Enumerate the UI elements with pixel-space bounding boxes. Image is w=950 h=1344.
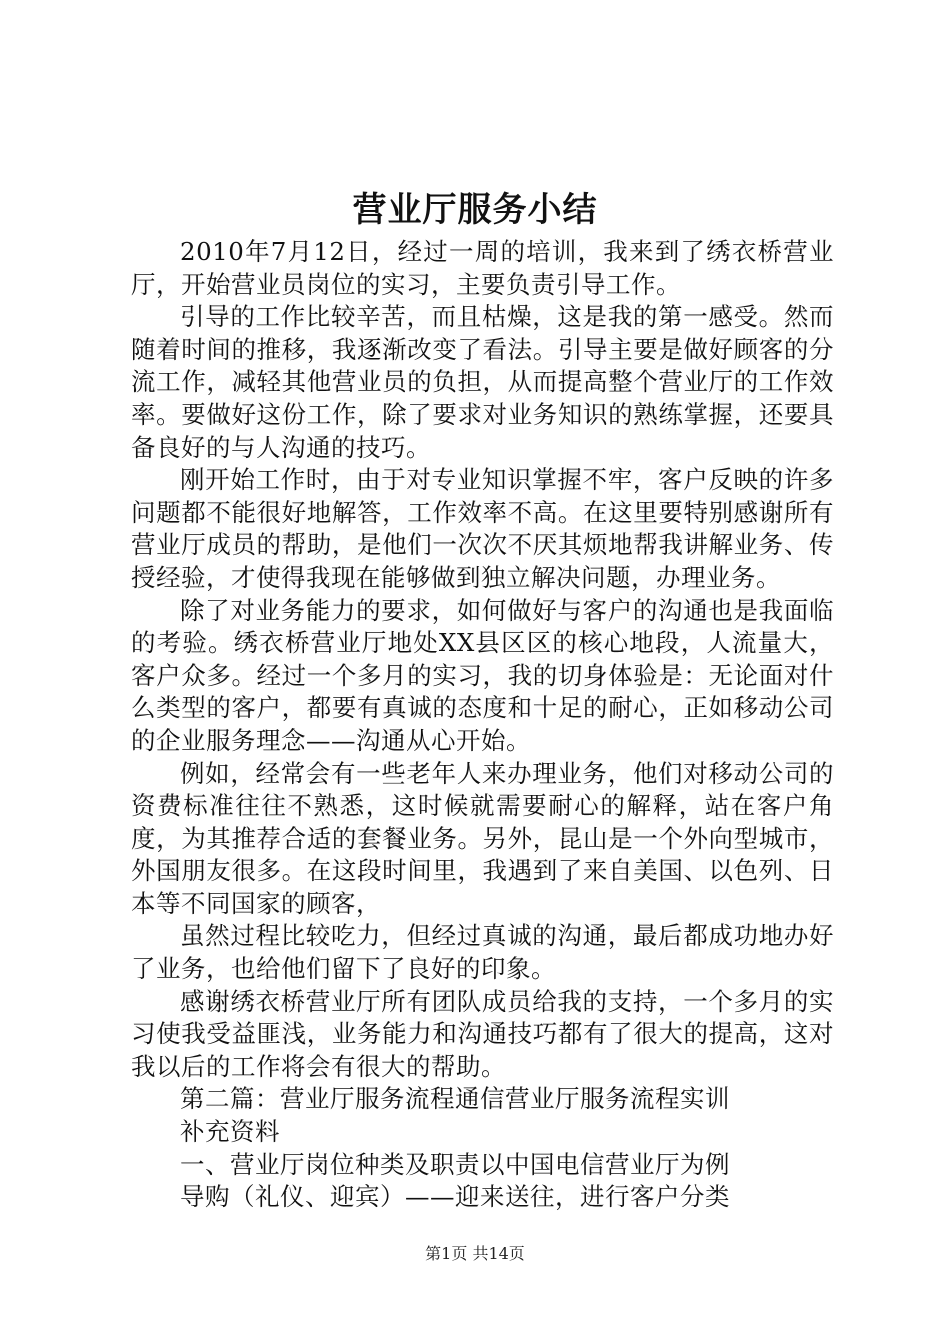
page-footer: 第1页 共14页 [425, 1244, 525, 1263]
document-title: 营业厅服务小结 [352, 190, 598, 230]
paragraph: 导购（礼仪、迎宾）——迎来送往，进行客户分类 [180, 1182, 730, 1212]
paragraph: 例如，经常会有一些老年人来办理业务，他们对移动公司的资费标准往往不熟悉，这时候就需要耐心的解释，站在客户角度，为其推荐合适的套餐业务。另外，昆山是一个外向型城市，外国朋友很多。在这段时间里，我遇到了来自美国、以色列、日本等不同国家的顾客， [131, 758, 834, 918]
paragraph: 感谢绣衣桥营业厅所有团队成员给我的支持，一个多月的实习使我受益匪浅，业务能力和沟通技巧都有了很大的提高，这对我以后的工作将会有很大的帮助。 [131, 986, 834, 1081]
paragraph: 一、营业厅岗位种类及职责以中国电信营业厅为例 [180, 1149, 730, 1179]
document-body [131, 236, 834, 1214]
paragraph: 除了对业务能力的要求，如何做好与客户的沟通也是我面临的考验。绣衣桥营业厅地处XX县区区的核心地段，人流量大，客户众多。经过一个多月的实习，我的切身体验是：无论面对什么类型的客户，都要有真诚的态度和十足的耐心，正如移动公司的企业服务理念——沟通从心开始。 [131, 595, 834, 755]
section-heading: 第二篇：营业厅服务流程通信营业厅服务流程实训 [180, 1084, 730, 1114]
paragraph: 引导的工作比较辛苦，而且枯燥，这是我的第一感受。然而随着时间的推移，我逐渐改变了看法。引导主要是做好顾客的分流工作，减轻其他营业员的负担，从而提高整个营业厅的工作效率。要做好这份工作，除了要求对业务知识的熟练掌握，还要具备良好的与人沟通的技巧。 [131, 302, 834, 462]
paragraph: 虽然过程比较吃力，但经过真诚的沟通，最后都成功地办好了业务，也给他们留下了良好的印象。 [131, 921, 834, 984]
paragraph: 补充资料 [180, 1117, 280, 1147]
paragraph: 2010年7月12日，经过一周的培训，我来到了绣衣桥营业厅，开始营业员岗位的实习，主要负责引导工作。 [131, 237, 834, 299]
paragraph: 刚开始工作时，由于对专业知识掌握不牢，客户反映的许多问题都不能很好地解答，工作效率不高。在这里要特别感谢所有营业厅成员的帮助，是他们一次次不厌其烦地帮我讲解业务、传授经验，才使得我现在能够做到独立解决问题，办理业务。 [131, 465, 834, 592]
